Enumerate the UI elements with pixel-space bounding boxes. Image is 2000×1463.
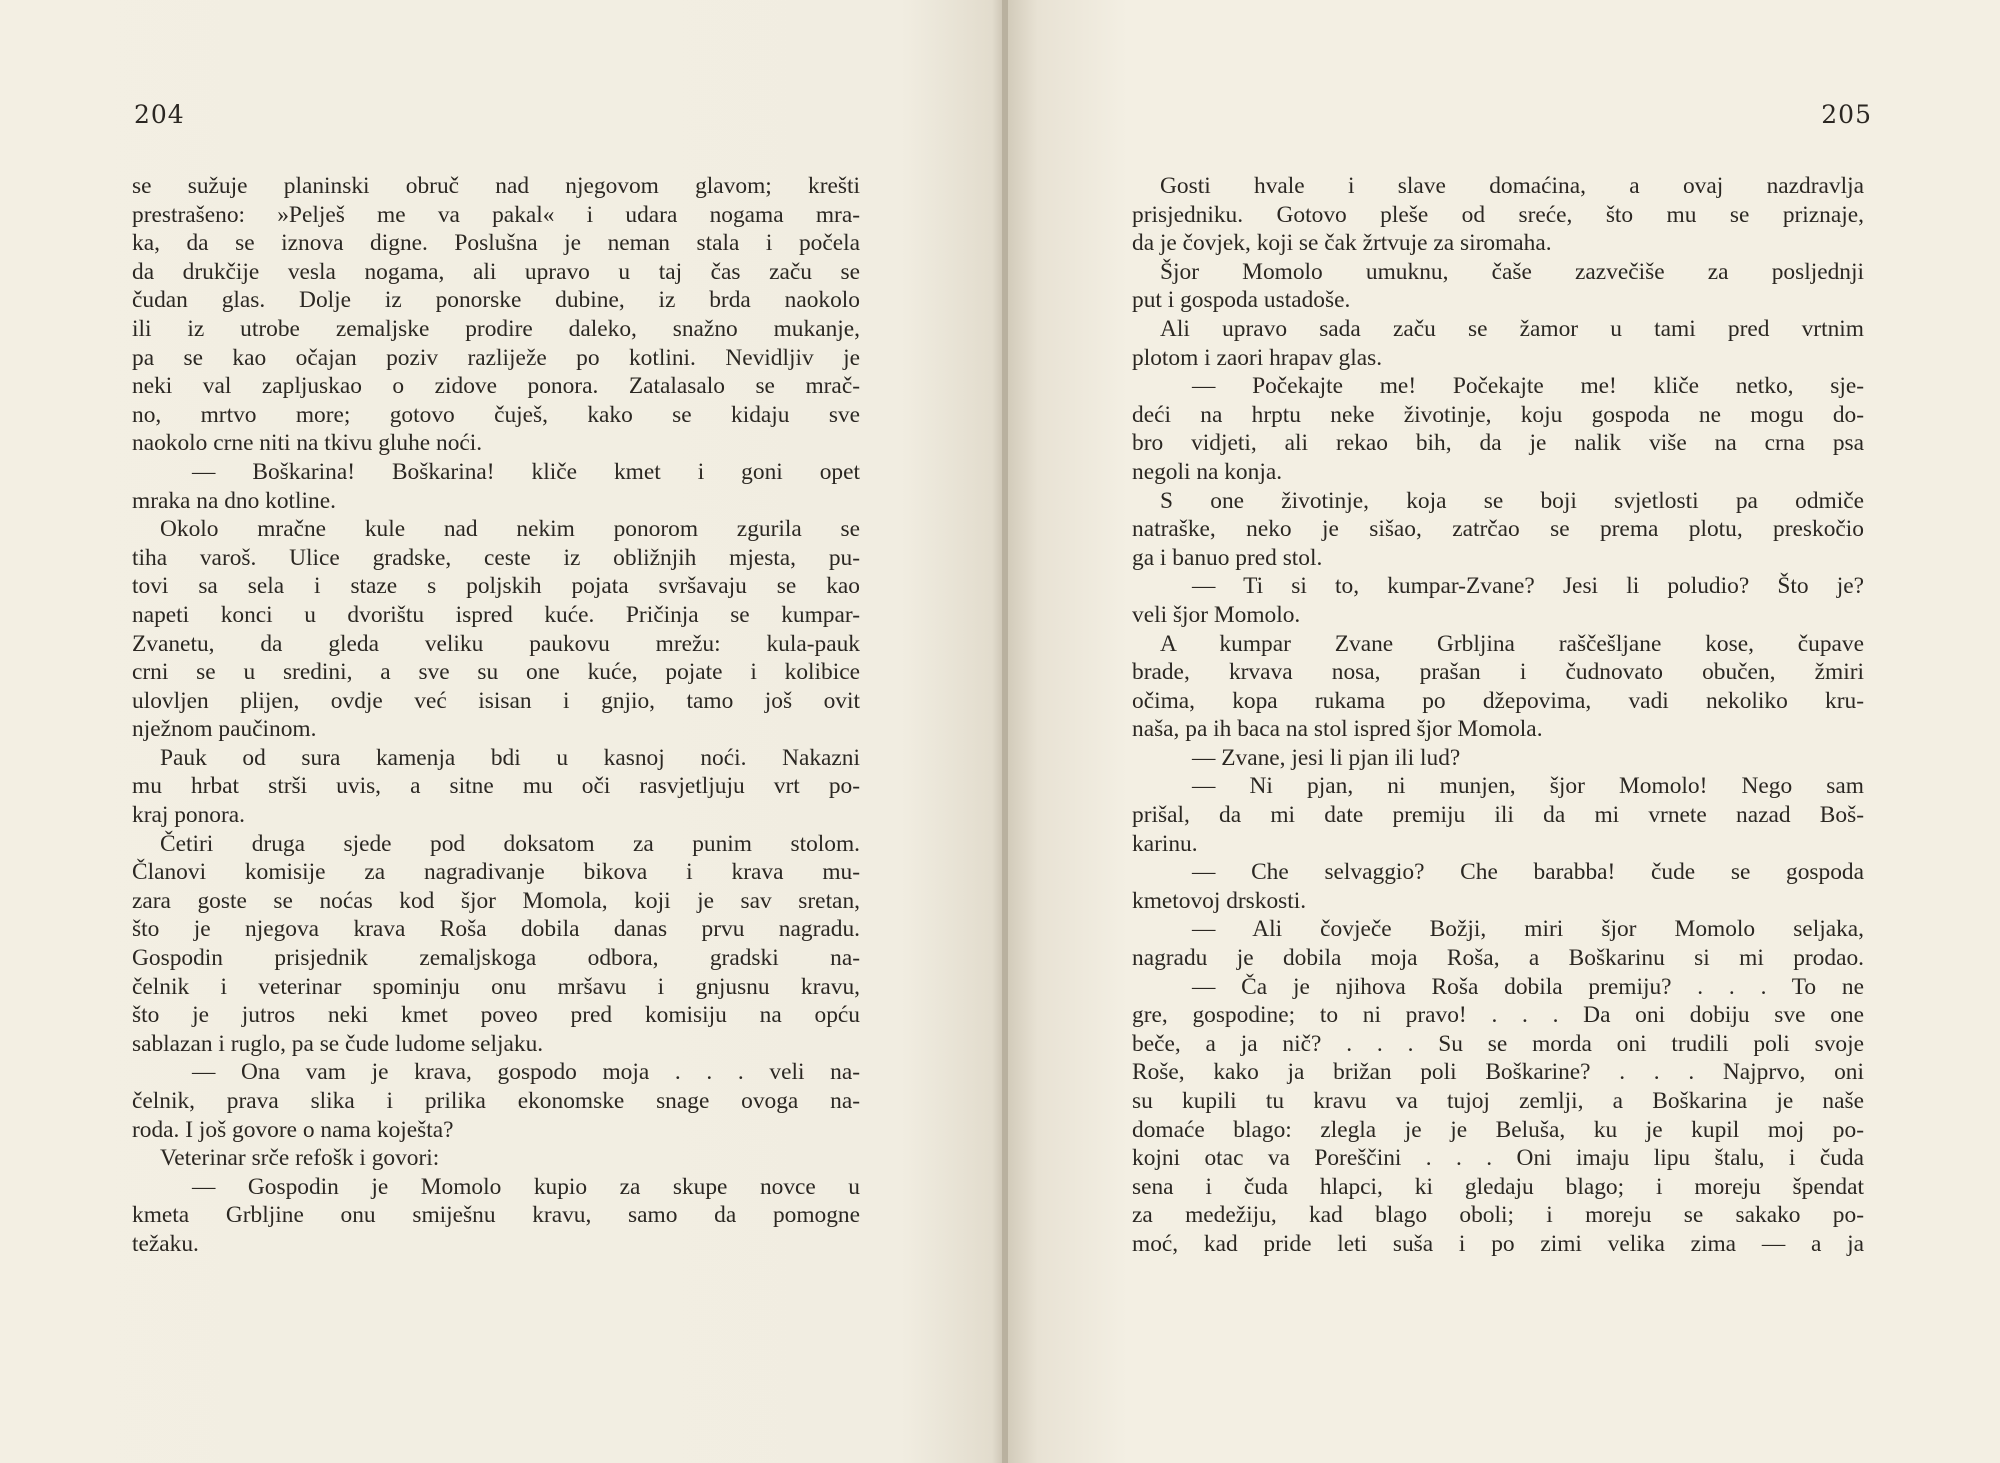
text-line: Okolo mračne kule nad nekim ponorom zgurila se bbox=[160, 516, 860, 543]
text-line: težaku. bbox=[132, 1230, 199, 1257]
text-line: veli šjor Momolo. bbox=[1132, 601, 1301, 628]
text-line: naša, pa ih baca na stol ispred šjor Momola. bbox=[1132, 716, 1543, 743]
text-line: naokolo crne niti na tkivu gluhe noći. bbox=[132, 430, 483, 457]
page-number-right: 205 bbox=[1821, 100, 1872, 129]
text-line: — Che selvaggio? Che barabba! čude se gospoda bbox=[1192, 859, 1864, 886]
text-line: neki val zapljuskao o zidove ponora. Zatalasalo se mrač- bbox=[132, 373, 860, 400]
text-line: da drukčije vesla nogama, ali upravo u taj čas začu se bbox=[132, 258, 860, 285]
text-line: gre, gospodine; to ni pravo! . . . Da oni dobiju sve one bbox=[1132, 1002, 1864, 1029]
text-line: deći na hrptu neke životinje, koju gospoda ne mogu do- bbox=[1132, 401, 1864, 428]
text-line: sena i čuda hlapci, ki gledaju blago; i moreju špendat bbox=[1132, 1173, 1864, 1200]
text-line: napeti konci u dvorištu ispred kuće. Pričinja se kumpar- bbox=[132, 601, 860, 628]
text-line: Članovi komisije za nagradivanje bikova i krava mu- bbox=[132, 859, 860, 886]
text-line: Roše, kako ja brižan poli Boškarine? . . . Najprvo, oni bbox=[1132, 1059, 1864, 1086]
text-line: čelnik, prava slika i prilika ekonomske snage ovoga na- bbox=[132, 1088, 860, 1114]
text-line: tovi sa sela i staze s poljskih pojata svršavaju se kao bbox=[132, 573, 860, 600]
text-line: da je čovjek, koji se čak žrtvuje za siromaha. bbox=[1132, 230, 1552, 257]
text-line: prestrašeno: »Pelješ me va pakal« i udara nogama mra- bbox=[132, 201, 860, 228]
text-line: A kumpar Zvane Grbljina raščešljane kose, čupave bbox=[1160, 630, 1864, 657]
text-line: ili iz utrobe zemaljske prodire daleko, snažno mukanje, bbox=[132, 315, 860, 342]
right-page-text bbox=[1132, 172, 1864, 1259]
text-line: zara goste se noćas kod šjor Momola, koji je sav sretan, bbox=[132, 887, 860, 914]
text-line: čelnik i veterinar spominju onu mršavu i gnjusnu kravu, bbox=[132, 973, 860, 1000]
text-line: pa se kao očajan poziv razliježe po kotlini. Nevidljiv je bbox=[132, 344, 860, 371]
text-line: — Boškarina! Boškarina! kliče kmet i goni opet bbox=[192, 458, 860, 485]
text-line: — Zvane, jesi li pjan ili lud? bbox=[1192, 744, 1461, 771]
text-line: mraka na dno kotline. bbox=[132, 487, 336, 514]
text-line: očima, kopa rukama po džepovima, vadi nekoliko kru- bbox=[1132, 687, 1864, 714]
text-line: beče, a ja nič? . . . Su se morda oni trudili poli svoje bbox=[1132, 1030, 1864, 1057]
text-line: — Ona vam je krava, gospodo moja . . . veli na- bbox=[192, 1059, 860, 1086]
text-line: — Počekajte me! Počekajte me! kliče netko, sje- bbox=[1192, 373, 1864, 400]
text-line: kmetovoj drskosti. bbox=[1132, 887, 1307, 914]
left-page-text bbox=[132, 172, 860, 1259]
text-line: negoli na konja. bbox=[1132, 458, 1283, 485]
text-line: karinu. bbox=[1132, 830, 1198, 857]
text-line: ga i banuo pred stol. bbox=[1132, 544, 1323, 571]
text-line: — Gospodin je Momolo kupio za skupe novce u bbox=[192, 1173, 860, 1200]
right-page bbox=[1008, 0, 2000, 1463]
text-line: nagradu je dobila moja Roša, a Boškarinu si mi prodao. bbox=[1132, 945, 1864, 972]
text-line: — Ali čovječe Božji, miri šjor Momolo seljaka, bbox=[1192, 916, 1864, 943]
text-line: ka, da se iznova digne. Poslušna je neman stala i počela bbox=[132, 230, 860, 257]
text-line: domaće blago: zlegla je je Beluša, ku je kupil moj po- bbox=[1132, 1116, 1864, 1143]
text-line: tiha varoš. Ulice gradske, ceste iz obližnjih mjesta, pu- bbox=[132, 544, 860, 571]
text-line: što je jutros neki kmet poveo pred komisiju na opću bbox=[132, 1002, 860, 1029]
text-line: S one životinje, koja se boji svjetlosti pa odmiče bbox=[1160, 487, 1864, 514]
text-line: — Ni pjan, ni munjen, šjor Momolo! Nego sam bbox=[1192, 773, 1864, 800]
text-line: Veterinar srče refošk i govori: bbox=[160, 1145, 440, 1172]
text-line: nježnom paučinom. bbox=[132, 716, 317, 743]
text-line: Ali upravo sada začu se žamor u tami pred vrtnim bbox=[1160, 315, 1864, 342]
text-line: crni se u sredini, a sve su one kuće, pojate i kolibice bbox=[132, 659, 860, 686]
text-line: — Ča je njihova Roša dobila premiju? . . . To ne bbox=[1192, 973, 1864, 1000]
text-line: mu hrbat strši uvis, a sitne mu oči rasvjetljuju vrt po- bbox=[132, 773, 860, 800]
text-line: prišal, da mi date premiju ili da mi vrnete nazad Boš- bbox=[1132, 802, 1864, 829]
text-line: brade, krvava nosa, prašan i čudnovato obučen, žmiri bbox=[1132, 659, 1864, 686]
text-line: Gospodin prisjednik zemaljskoga odbora, gradski na- bbox=[132, 945, 860, 972]
text-line: za medežiju, kad blago oboli; i moreju se sakako po- bbox=[1132, 1202, 1864, 1229]
text-line: put i gospoda ustadoše. bbox=[1132, 287, 1351, 314]
text-line: roda. I još govore o nama koješta? bbox=[132, 1116, 454, 1143]
text-line: kraj ponora. bbox=[132, 802, 246, 829]
text-line: no, mrtvo more; gotovo čuješ, kako se kidaju sve bbox=[132, 401, 860, 428]
text-line: se sužuje planinski obruč nad njegovom glavom; krešti bbox=[132, 173, 860, 199]
text-line: ulovljen plijen, ovdje već isisan i gnjio, tamo još ovit bbox=[132, 687, 860, 714]
text-line: Četiri druga sjede pod doksatom za punim stolom. bbox=[160, 830, 860, 857]
text-line: Pauk od sura kamenja bdi u kasnoj noći. Nakazni bbox=[160, 744, 860, 771]
text-line: sablazan i ruglo, pa se čude ludome seljaku. bbox=[132, 1030, 544, 1057]
text-line: Šjor Momolo umuknu, čaše zazvečiše za posljednji bbox=[1160, 258, 1864, 285]
text-line: natraške, neko je sišao, zatrčao se prema plotu, preskočio bbox=[1132, 516, 1864, 543]
text-line: što je njegova krava Roša dobila danas prvu nagradu. bbox=[132, 916, 860, 943]
text-line: moć, kad pride leti suša i po zimi velika zima — a ja bbox=[1132, 1230, 1864, 1257]
text-line: plotom i zaori hrapav glas. bbox=[1132, 344, 1383, 371]
text-line: su kupili tu kravu va tujoj zemlji, a Boškarina je naše bbox=[1132, 1088, 1864, 1114]
text-line: bro vidjeti, ali rekao bih, da je nalik više na crna psa bbox=[1132, 430, 1864, 457]
text-line: Zvanetu, da gleda veliku paukovu mrežu: kula-pauk bbox=[132, 630, 860, 657]
page-number-left: 204 bbox=[134, 100, 185, 129]
text-line: kmeta Grbljine onu smiješnu kravu, samo da pomogne bbox=[132, 1202, 860, 1229]
text-line: prisjedniku. Gotovo pleše od sreće, što mu se priznaje, bbox=[1132, 201, 1864, 228]
text-line: Gosti hvale i slave domaćina, a ovaj nazdravlja bbox=[1160, 173, 1864, 199]
text-line: čudan glas. Dolje iz ponorske dubine, iz brda naokolo bbox=[132, 287, 860, 314]
text-line: kojni otac va Poreščini . . . Oni imaju lipu štalu, i čuda bbox=[1132, 1145, 1864, 1172]
text-line: — Ti si to, kumpar-Zvane? Jesi li poludio? Što je? bbox=[1192, 573, 1864, 600]
